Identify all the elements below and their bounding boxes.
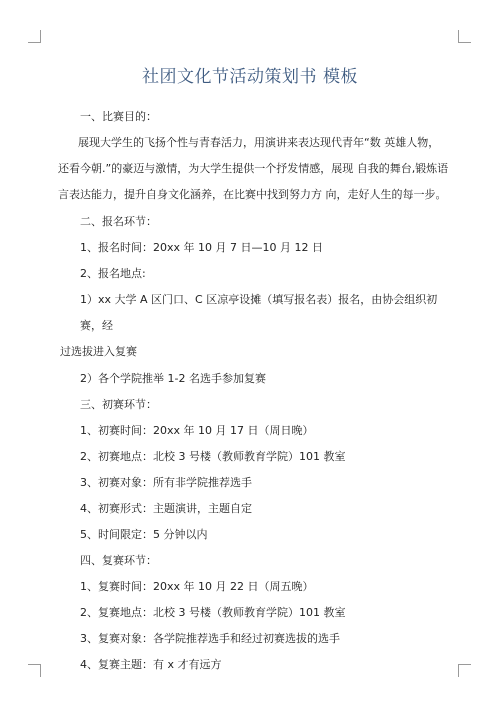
registration-location: 2、报名地点:	[80, 267, 146, 280]
document-title: 社团文化节活动策划书 模板	[142, 67, 358, 87]
paragraph-purpose: 展现大学生的飞扬个性与青春活力，用演讲来表达现代青年“数 英雄人物，还看今朝.”的豪迈与激情，为大学生提供一个抒发情感，展现 自我的舞台,锻炼语言表达能力，提升自身文化涵养，在比赛中找到努力方 向，走好人生的每一步。	[58, 136, 449, 201]
registration-time: 1、报名时间：20xx 年 10 月 7 日—10 月 12 日	[80, 241, 323, 254]
semifinal-theme: 4、复赛主题：有 x 才有远方	[80, 658, 222, 671]
registration-location-item-2: 2）各个学院推举 1-2 名选手参加复赛	[80, 372, 266, 385]
crop-mark-bottom-left	[28, 664, 41, 677]
document-body	[60, 110, 450, 684]
preliminary-location: 2、初赛地点：北校 3 号楼（教师教育学院）101 教室	[80, 450, 346, 463]
section-heading-semifinal: 四、复赛环节：	[80, 554, 157, 567]
semifinal-time: 1、复赛时间：20xx 年 10 月 22 日（周五晚）	[80, 580, 314, 593]
section-heading-purpose: 一、比赛目的：	[80, 110, 157, 123]
preliminary-participants: 3、初赛对象：所有非学院推荐选手	[80, 476, 252, 489]
section-heading-preliminary: 三、初赛环节：	[80, 398, 157, 411]
crop-mark-bottom-right	[458, 664, 471, 677]
section-heading-registration: 二、报名环节：	[80, 215, 157, 228]
crop-mark-top-left	[28, 30, 41, 43]
preliminary-format: 4、初赛形式：主题演讲，主题自定	[80, 502, 252, 515]
semifinal-participants: 3、复赛对象：各学院推荐选手和经过初赛选拔的选手	[80, 632, 340, 645]
crop-mark-top-right	[458, 30, 471, 43]
preliminary-time-limit: 5、时间限定：5 分钟以内	[80, 528, 208, 541]
preliminary-time: 1、初赛时间：20xx 年 10 月 17 日（周日晚）	[80, 424, 314, 437]
registration-location-item-1-line-2: 过选拔进入复赛	[60, 345, 137, 358]
registration-location-item-1-line-1: 1）xx 大学 A 区门口、C 区凉亭设摊（填写报名表）报名，由协会组织初赛，经	[80, 293, 438, 332]
registration-location-item-1	[60, 287, 450, 365]
semifinal-location: 2、复赛地点：北校 3 号楼（教师教育学院）101 教室	[80, 606, 346, 619]
